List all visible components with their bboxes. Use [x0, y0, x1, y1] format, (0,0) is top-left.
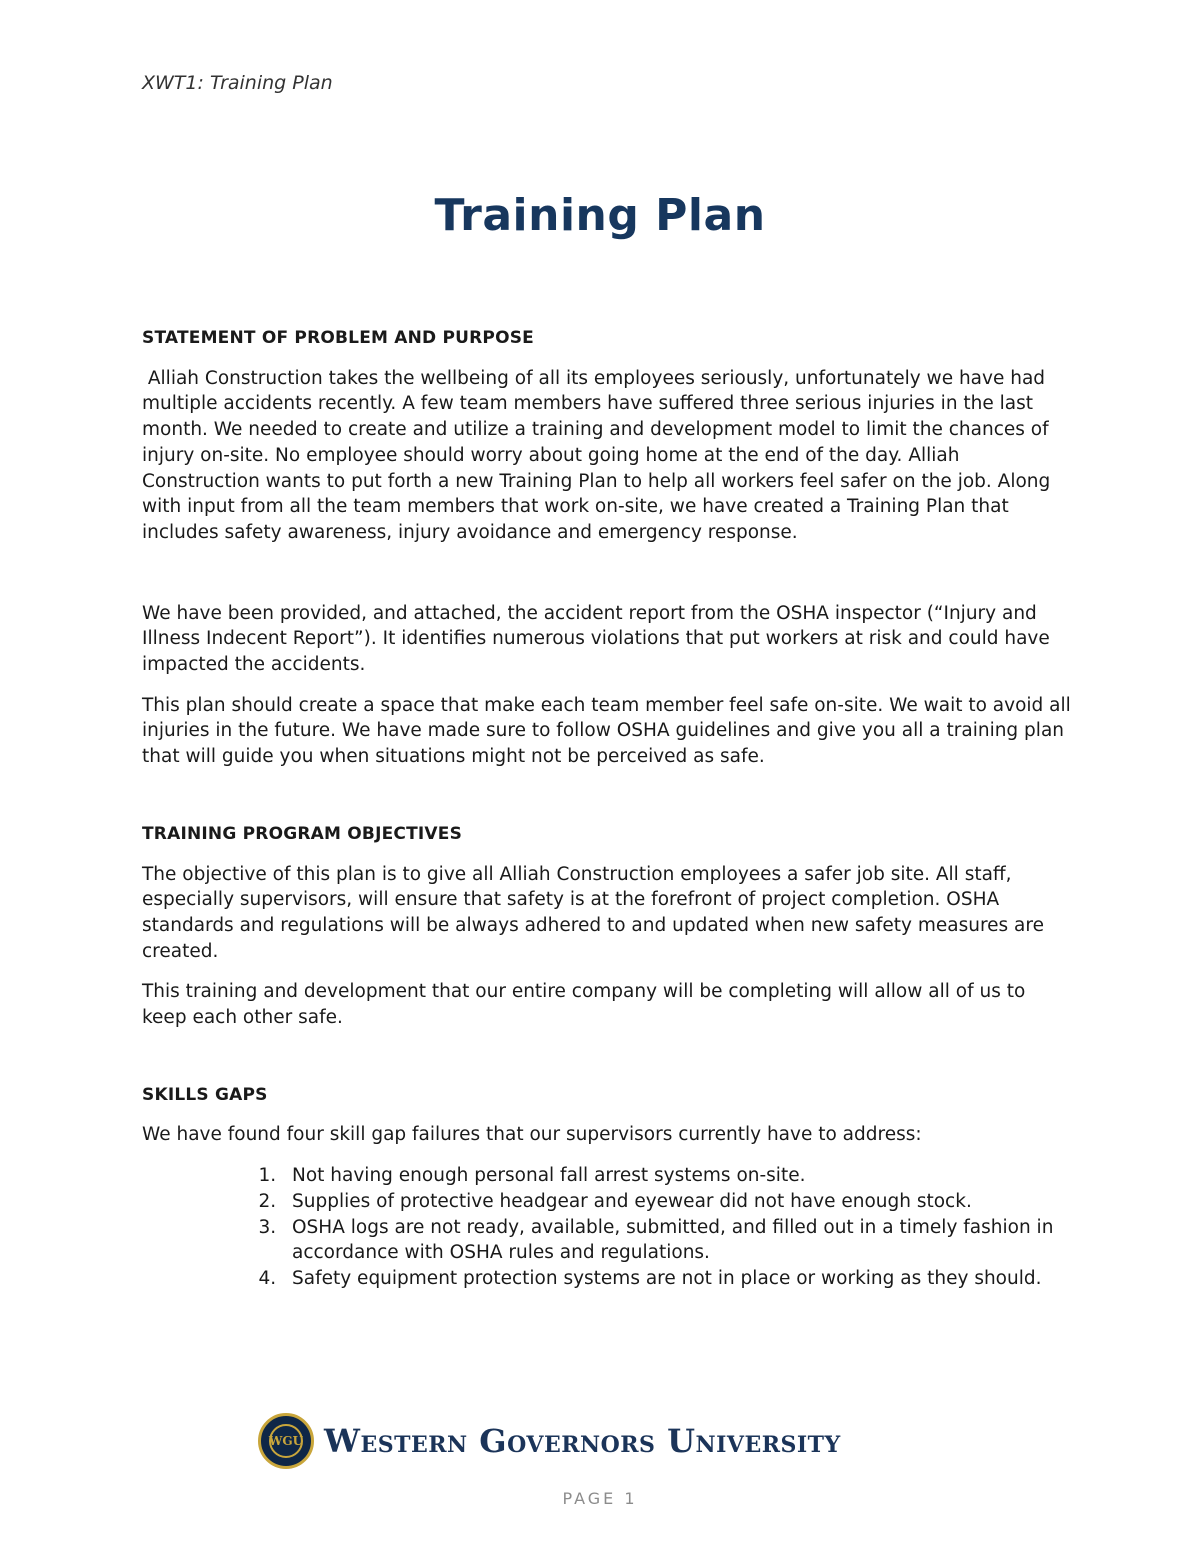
skills-gap-list: [142, 1163, 1072, 1292]
list-item: 4. Safety equipment protection systems are not in place or working as they should.: [282, 1266, 1072, 1292]
problem-paragraph-2: We have been provided, and attached, the accident report from the OSHA inspector (“Injury and Illness Indecent Report”). It identifies numerous violations that put workers at risk and could have impacted the accidents.: [142, 602, 1050, 676]
university-name: Western Governors University: [324, 1422, 841, 1460]
university-seal-icon: [258, 1413, 314, 1469]
list-item: 2. Supplies of protective headgear and eyewear did not have enough stock.: [282, 1189, 1072, 1215]
page-number: PAGE 1: [562, 1489, 638, 1508]
running-header: XWT1: Training Plan: [142, 72, 333, 94]
document-title: Training Plan: [434, 190, 766, 241]
skills-intro: We have found four skill gap failures that our supervisors currently have to address:: [142, 1124, 922, 1146]
problem-paragraph-3: This plan should create a space that make each team member feel safe on-site. We wait to avoid all injuries in the future. We have made sure to follow OSHA guidelines and give you all a training plan that will guide you when situations might not be perceived as safe.: [142, 694, 1071, 768]
objectives-paragraph-1: The objective of this plan is to give all Alliah Construction employees a safer job site. All staff, especially supervisors, will ensure that safety is at the forefront of project completion. OSHA standards and regulations will be always adhered to and updated when new safety measures are created.: [142, 863, 1044, 962]
list-item: 3. OSHA logs are not ready, available, submitted, and filled out in a timely fashion in accordance with OSHA rules and regulations.: [282, 1215, 1072, 1266]
objectives-paragraph-2: This training and development that our entire company will be completing will allow all of us to keep each other safe.: [142, 981, 1026, 1029]
university-logo: [258, 1409, 918, 1473]
seal-initials: WGU: [269, 1424, 303, 1458]
problem-paragraph-1: Alliah Construction takes the wellbeing of all its employees seriously, unfortunately we have had multiple accidents recently. A few team members have suffered three serious injuries in the last month. We needed to create and utilize a training and development model to limit the chances of injury on-site. No employee should worry about going home at the end of the day. Alliah Construction wants to put forth a new Training Plan to help all workers feel safer on the job. Along with input from all the team members that work on-site, we have created a Training Plan that includes safety awareness, injury avoidance and emergency response.: [142, 367, 1057, 543]
list-item: 1. Not having enough personal fall arrest systems on-site.: [282, 1163, 1072, 1189]
document-body: [142, 326, 1072, 1292]
section-heading-objectives: TRAINING PROGRAM OBJECTIVES: [142, 823, 463, 844]
section-heading-problem: STATEMENT OF PROBLEM AND PURPOSE: [142, 328, 534, 348]
section-heading-skills: SKILLS GAPS: [142, 1084, 268, 1105]
